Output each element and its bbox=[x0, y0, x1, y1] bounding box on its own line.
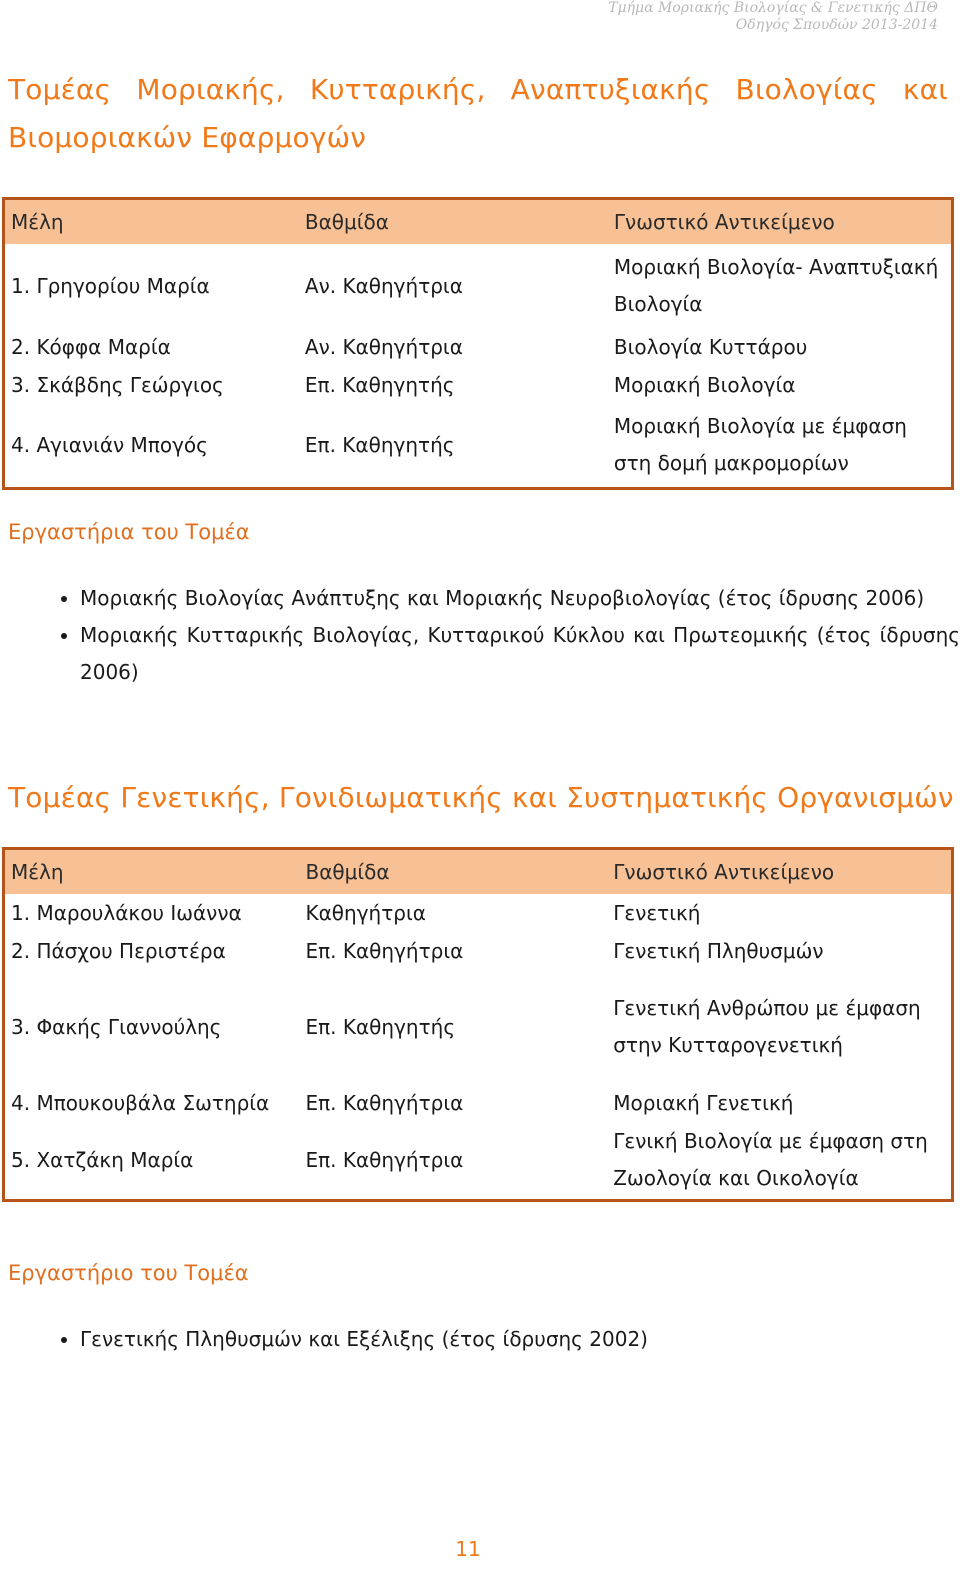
column-header-field: Γνωστικό Αντικείμενο bbox=[607, 849, 952, 895]
members-table-section2 bbox=[2, 847, 954, 1202]
member-field: Μοριακή Βιολογία με έμφαση στη δομή μακρομορίων bbox=[613, 414, 907, 476]
title-word: Βιολογίας bbox=[735, 73, 878, 106]
member-name: 4. Αγιανιάν Μπογός bbox=[11, 432, 208, 457]
labs-list-section2 bbox=[50, 1321, 960, 1358]
running-header-guide: Οδηγός Σπουδών 2013-2014 bbox=[735, 17, 938, 33]
member-field: Γενετική Ανθρώπου με έμφαση στην Κυτταρογενετική bbox=[613, 996, 921, 1057]
column-header-field: Γνωστικό Αντικείμενο bbox=[608, 199, 953, 245]
section-title-line1 bbox=[8, 66, 948, 114]
title-word: Μοριακής, bbox=[136, 73, 285, 106]
member-rank: Επ. Καθηγήτρια bbox=[305, 1147, 464, 1172]
member-rank: Επ. Καθηγητής bbox=[304, 432, 455, 457]
member-name: 3. Φακής Γιαννούλης bbox=[11, 1014, 222, 1039]
table-row bbox=[4, 366, 953, 404]
member-field: Μοριακή Βιολογία- Αναπτυξιακή Βιολογία bbox=[613, 255, 939, 316]
members-table-section1 bbox=[2, 197, 954, 490]
list-item: • Μοριακής Βιολογίας Ανάπτυξης και Μοριακής Νευροβιολογίας (έτος ίδρυσης 2006) bbox=[80, 580, 960, 617]
title-word: και bbox=[902, 73, 948, 106]
member-rank: Καθηγήτρια bbox=[305, 900, 426, 925]
list-item: • Μοριακής Κυτταρικής Βιολογίας, Κυτταρικού Κύκλου και Πρωτεομικής (έτος ίδρυσης 2006) bbox=[80, 617, 960, 691]
member-name: 1. Γρηγορίου Μαρία bbox=[11, 273, 210, 298]
member-rank: Επ. Καθηγήτρια bbox=[305, 1090, 464, 1115]
running-header bbox=[608, 0, 938, 34]
labs-heading-section2: Εργαστήριο του Τομέα bbox=[8, 1261, 249, 1285]
table-row bbox=[4, 1122, 953, 1200]
list-item: • Γενετικής Πληθυσμών και Εξέλιξης (έτος ίδρυσης 2002) bbox=[80, 1321, 960, 1358]
member-field: Γενική Βιολογία με έμφαση στη Ζωολογία και Οικολογία bbox=[613, 1129, 928, 1191]
table-row bbox=[4, 1084, 953, 1122]
member-rank: Επ. Καθηγήτρια bbox=[305, 938, 464, 963]
labs-list-section1 bbox=[50, 580, 960, 691]
column-header-members: Μέλη bbox=[4, 849, 300, 895]
section-title-genetics: Τομέας Γενετικής, Γονιδιωματικής και Συστηματικής Οργανισμών bbox=[8, 781, 954, 814]
member-name: 4. Μπουκουβάλα Σωτηρία bbox=[11, 1090, 270, 1115]
member-rank: Επ. Καθηγητής bbox=[305, 1014, 456, 1039]
member-rank: Αν. Καθηγήτρια bbox=[304, 273, 463, 298]
member-name: 1. Μαρουλάκου Ιωάννα bbox=[11, 900, 242, 925]
column-header-members: Μέλη bbox=[4, 199, 299, 245]
member-name: 2. Κόφφα Μαρία bbox=[11, 334, 171, 359]
title-word: Κυτταρικής, bbox=[309, 73, 486, 106]
labs-heading-section1: Εργαστήρια του Τομέα bbox=[8, 520, 250, 544]
member-field: Γενετική Πληθυσμών bbox=[613, 938, 824, 963]
section-title-molecular bbox=[8, 66, 948, 162]
column-header-rank: Βαθμίδα bbox=[299, 199, 608, 245]
table-header-row bbox=[4, 199, 953, 245]
member-rank: Επ. Καθηγητής bbox=[304, 372, 455, 397]
table-row bbox=[4, 328, 953, 366]
member-field: Μοριακή Γενετική bbox=[613, 1090, 794, 1115]
member-field: Γενετική bbox=[613, 900, 701, 925]
column-header-rank: Βαθμίδα bbox=[299, 849, 607, 895]
page-number: 11 bbox=[455, 1537, 481, 1561]
running-header-department: Τμήμα Μοριακής Βιολογίας & Γενετικής ΔΠΘ bbox=[608, 0, 938, 16]
member-field: Μοριακή Βιολογία bbox=[613, 372, 796, 397]
member-name: 5. Χατζάκη Μαρία bbox=[11, 1147, 194, 1172]
table-row bbox=[4, 894, 953, 932]
member-name: 3. Σκάβδης Γεώργιος bbox=[11, 372, 224, 397]
table-row bbox=[4, 970, 953, 1084]
table-row bbox=[4, 932, 953, 970]
table-row bbox=[4, 404, 953, 488]
title-word: Αναπτυξιακής bbox=[510, 73, 711, 106]
member-rank: Αν. Καθηγήτρια bbox=[304, 334, 463, 359]
table-header-row bbox=[4, 849, 953, 895]
section-title-line2: Βιομοριακών Εφαρμογών bbox=[8, 121, 367, 154]
title-word: Τομέας bbox=[8, 73, 112, 106]
member-name: 2. Πάσχου Περιστέρα bbox=[11, 938, 226, 963]
member-field: Βιολογία Κυττάρου bbox=[613, 334, 808, 359]
table-row bbox=[4, 244, 953, 328]
